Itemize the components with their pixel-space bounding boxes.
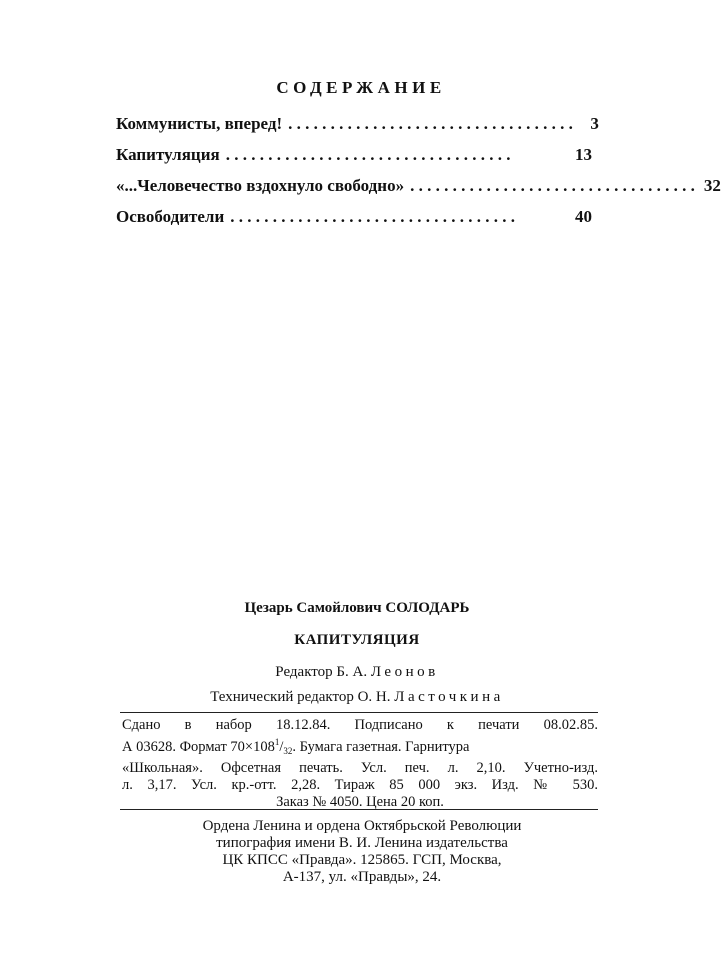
- publication-line: [122, 760, 598, 777]
- format-slash: /: [279, 739, 284, 755]
- toc-leader-dots: . . . . . . . . . . . . . . . . . . . . . . . . . . . . . . . . . .: [225, 145, 511, 164]
- toc-entry-title: Капитуляция: [116, 145, 220, 164]
- divider-top: [120, 712, 598, 713]
- toc-leader-dots: . . . . . . . . . . . . . . . . . . . . . . . . . . . . . . . . . .: [288, 114, 573, 133]
- tech-editor-surname: Ласточкина: [394, 689, 504, 705]
- toc-leader-dots: . . . . . . . . . . . . . . . . . . . . . . . . . . . . . . . . . .: [230, 207, 515, 226]
- toc-entry-title: «...Человечество вздохнуло свободно»: [116, 176, 405, 195]
- editor-initials: Б. А.: [336, 664, 368, 680]
- publication-line: [122, 734, 598, 760]
- toc-entry-page: 40: [575, 207, 592, 226]
- toc-entry-page: 13: [575, 145, 592, 164]
- editor-credit: [0, 664, 714, 681]
- publication-format: А 03628. Формат 70×108: [122, 739, 275, 755]
- toc-heading: СОДЕРЖАНИЕ: [276, 78, 446, 97]
- publication-text: л. 3,17. Усл. кр.-отт. 2,28. Тираж 85 000 экз. Изд. № 530.: [122, 777, 598, 793]
- author-name: Цезарь Самойлович СОЛОДАРЬ: [244, 600, 470, 616]
- toc-entry-title: Коммунисты, вперед!: [116, 114, 283, 133]
- printer-line: А-137, ул. «Правды», 24.: [282, 869, 442, 885]
- printer-line: Ордена Ленина и ордена Октябрьской Революции: [202, 818, 522, 834]
- toc-entry-page: 32: [703, 176, 721, 195]
- book-title: КАПИТУЛЯЦИЯ: [294, 632, 420, 648]
- publication-line: [122, 777, 598, 794]
- toc-entry[interactable]: [116, 145, 592, 176]
- printer-info: [0, 818, 714, 886]
- toc-entry-page: 3: [590, 114, 599, 133]
- format-denominator: 32: [283, 746, 293, 756]
- printer-line: типография имени В. И. Ленина издательства: [216, 835, 508, 851]
- printer-line: ЦК КПСС «Правда». 125865. ГСП, Москва,: [222, 852, 502, 868]
- toc-entry[interactable]: [116, 207, 592, 238]
- format-numerator: 1: [274, 737, 280, 747]
- toc-entry[interactable]: [116, 114, 599, 145]
- publication-text: Сдано в набор 18.12.84. Подписано к печати 08.02.85.: [122, 717, 598, 733]
- publication-details: [122, 717, 598, 811]
- publication-line: [122, 717, 598, 734]
- tech-editor-credit: [0, 689, 714, 706]
- publication-text: «Школьная». Офсетная печать. Усл. печ. л. 2,10. Учетно-изд.: [122, 760, 598, 776]
- editor-role: Редактор: [275, 664, 333, 680]
- publication-text: [122, 734, 598, 760]
- editor-surname: Леонов: [370, 664, 439, 680]
- tech-editor-initials: О. Н.: [357, 689, 391, 705]
- toc-leader-dots: . . . . . . . . . . . . . . . . . . . . . . . . . . . . . . . . . .: [410, 176, 695, 195]
- toc-entry-title: Освободители: [116, 207, 225, 226]
- publication-paper: . Бумага газетная. Гарнитура: [292, 739, 470, 755]
- tech-editor-role: Технический редактор: [210, 689, 354, 705]
- publication-text: Заказ № 4050. Цена 20 коп.: [276, 794, 444, 810]
- divider-bottom: [120, 809, 598, 810]
- toc-entry[interactable]: [116, 176, 721, 207]
- table-of-contents: [116, 114, 721, 238]
